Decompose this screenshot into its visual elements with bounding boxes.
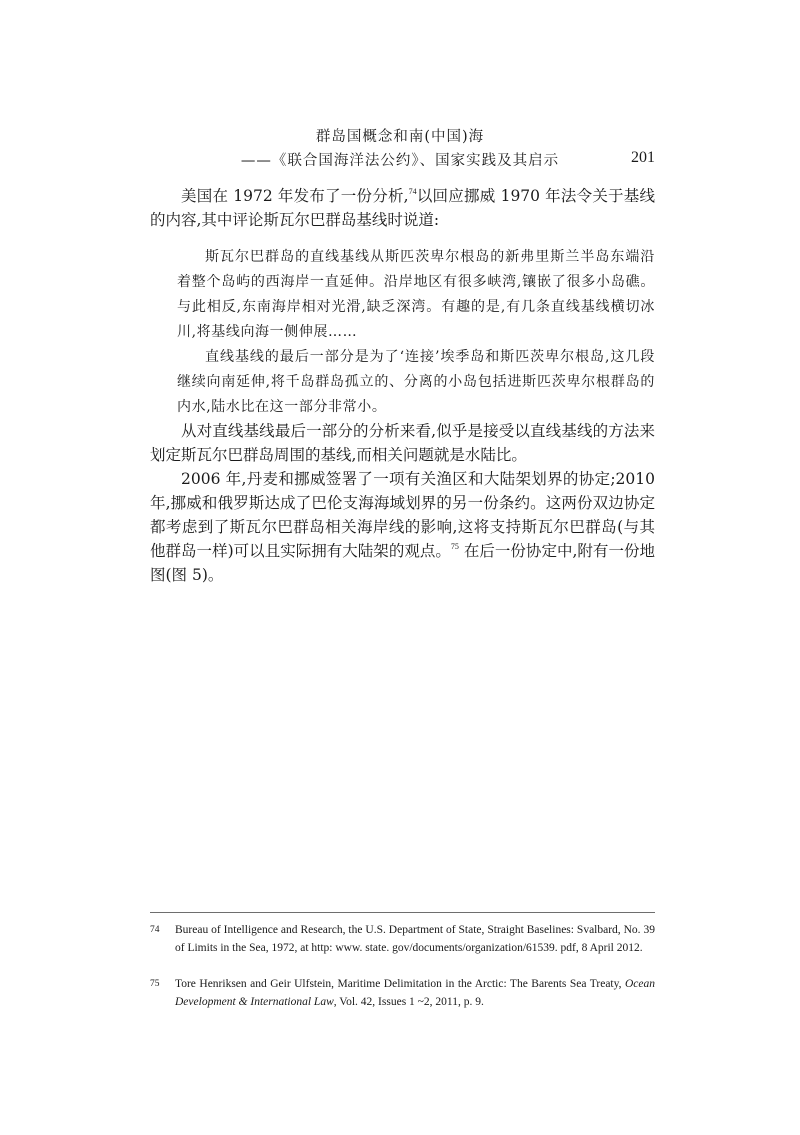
footnote-ref-75[interactable]: 75 <box>450 542 459 551</box>
intro-paragraph <box>150 184 655 232</box>
body-paragraph-1: 从对直线基线最后一部分的分析来看,似乎是接受以直线基线的方法来划定斯瓦尔巴群岛周围的基线,而相关问题就是水陆比。 <box>150 422 655 464</box>
footnote-ref-74[interactable]: 74 <box>408 187 417 196</box>
quote-paragraph-1: 斯瓦尔巴群岛的直线基线从斯匹茨卑尔根岛的新弗里斯兰半岛东端沿着整个岛屿的西海岸一直延伸。沿岸地区有很多峡湾,镶嵌了很多小岛礁。与此相反,东南海岸相对光滑,缺乏深湾。有趣的是,有几条直线基线横切冰川,将基线向海一侧伸展…… <box>177 249 655 340</box>
intro-text-1: 美国在 1972 年发布了一份分析, <box>181 187 409 205</box>
intro-text-2: 以回应挪威 1970 年法令关于基线的内容,其中评论斯瓦尔巴群岛基线时说道: <box>150 187 655 229</box>
page-number: 201 <box>631 149 655 166</box>
footnote-75 <box>150 976 655 1011</box>
body-paragraph-2 <box>150 467 655 587</box>
footnote-75-authors: Tore Henriksen and Geir Ulfstein, Maritime Delimitation in the Arctic: The Barents Sea Treaty, <box>175 978 625 990</box>
body-paragraph-2-tail: 在后一份协定中,附有一份地图(图 5)。 <box>150 542 655 584</box>
footnote-74 <box>150 922 655 957</box>
footnote-75-details: , Vol. 42, Issues 1 ~2, 2011, p. 9. <box>333 995 484 1008</box>
body-paragraphs <box>150 419 655 587</box>
footnote-75-text <box>175 976 655 1011</box>
body-paragraph-2-text: 2006 年,丹麦和挪威签署了一项有关渔区和大陆架划界的协定;2010 年,挪威和俄罗斯达成了巴伦支海海域划界的另一份条约。这两份双边协定都考虑到了斯瓦尔巴群岛相关海岸线的影响,这将支持斯瓦尔巴群岛(与其他群岛一样)可以且实际拥有大陆架的观点。 <box>150 470 655 560</box>
running-head-subtitle: ——《联合国海洋法公约》、国家实践及其启示 <box>240 153 560 169</box>
footnote-75-journal: Ocean Development & International Law <box>175 978 655 1008</box>
block-quote <box>177 245 655 420</box>
running-head-title: 群岛国概念和南(中国)海 <box>315 129 485 145</box>
footnote-74-text: Bureau of Intelligence and Research, the U.S. Department of State, Straight Baselines: Svalbard, No. 39 of Limits in the Sea, 1972, at http: www. state. gov/documents/organization/61539. pdf, 8 April 2012. <box>175 924 655 954</box>
footnote-74-mark: 74 <box>150 925 160 935</box>
footnote-75-mark: 75 <box>150 979 160 989</box>
footnote-divider <box>150 912 655 913</box>
quote-paragraph-2: 直线基线的最后一部分是为了‘连接’埃季岛和斯匹茨卑尔根岛,这几段继续向南延伸,将千岛群岛孤立的、分离的小岛包括进斯匹茨卑尔根群岛的内水,陆水比在这一部分非常小。 <box>177 349 655 415</box>
